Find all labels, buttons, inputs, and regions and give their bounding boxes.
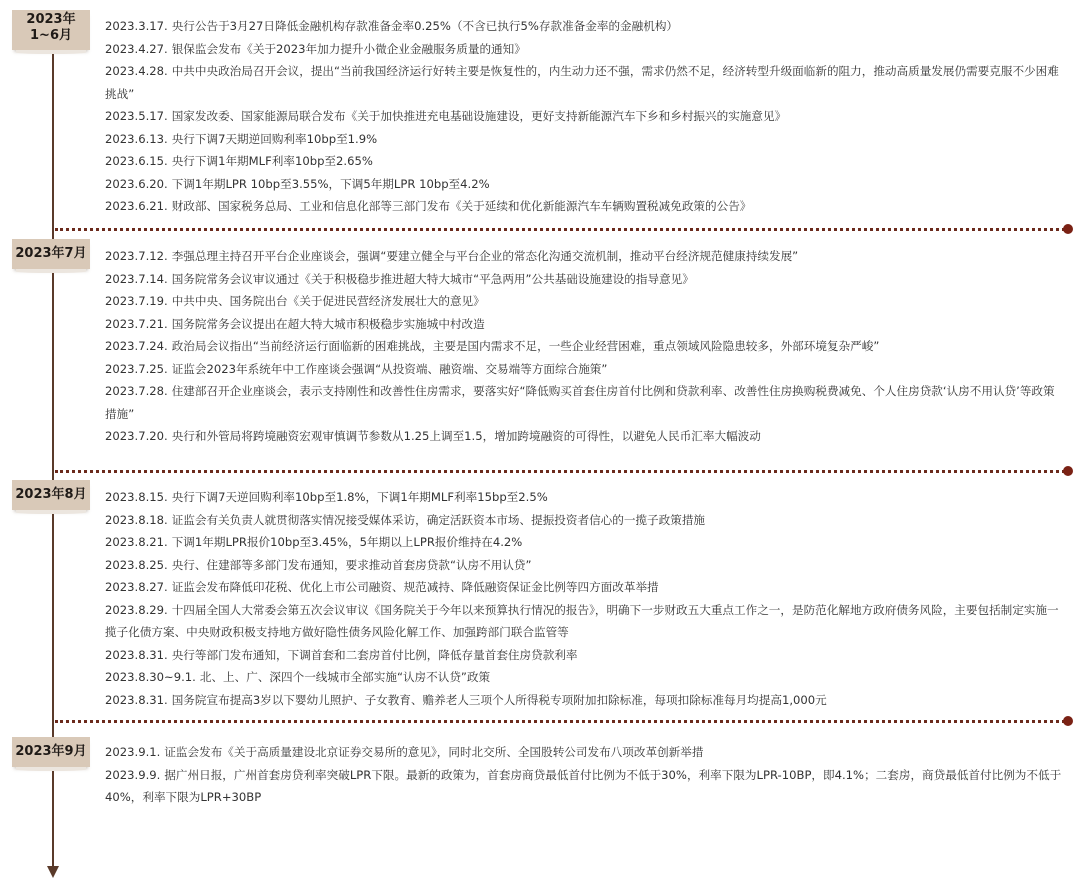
item-date: 2023.7.28. [105, 384, 168, 398]
section-divider [55, 470, 1065, 473]
timeline-item [105, 358, 1065, 381]
timeline-item [105, 150, 1065, 173]
item-date: 2023.8.27. [105, 580, 168, 594]
period-label-august: 2023年8月 [12, 480, 90, 510]
section-july [105, 245, 1065, 448]
section-jan-jun [105, 15, 1065, 218]
item-date: 2023.9.1. [105, 745, 161, 759]
timeline-item [105, 666, 1065, 689]
item-text: 十四届全国人大常委会第五次会议审议《国务院关于今年以来预算执行情况的报告》，明确下一步财政五大重点工作之一，是防范化解地方政府债务风险，主要包括制定实施一揽子化债方案、中央财政积极支持地方做好隐性债务风险化解工作、加强跨部门联合监管等 [105, 602, 1059, 639]
period-label-line: 2023年 [26, 12, 76, 27]
item-text: 国家发改委、国家能源局联合发布《关于加快推进充电基础设施建设，更好支持新能源汽车下乡和乡村振兴的实施意见》 [171, 109, 787, 123]
divider-dot-icon [1063, 466, 1073, 476]
section-august [105, 486, 1065, 711]
item-text: 政治局会议指出“当前经济运行面临新的困难挑战，主要是国内需求不足，一些企业经营困难，重点领域风险隐患较多，外部环境复杂严峻” [171, 339, 880, 353]
timeline-item [105, 290, 1065, 313]
timeline-item [105, 335, 1065, 358]
timeline-item [105, 741, 1065, 764]
item-text: 中共中央、国务院出台《关于促进民营经济发展壮大的意见》 [171, 294, 485, 308]
timeline-item [105, 554, 1065, 577]
timeline-item [105, 128, 1065, 151]
item-date: 2023.9.9. [105, 767, 161, 782]
timeline-item [105, 599, 1065, 644]
item-text: 国务院常务会议审议通过《关于积极稳步推进超大特大城市“平急两用”公共基础设施建设的指导意见》 [171, 271, 694, 286]
item-text: 证监会发布降低印花税、优化上市公司融资、规范减持、降低融资保证金比例等四方面改革举措 [171, 580, 659, 594]
item-text: 央行下调7天逆回购利率10bp至1.8%，下调1年期MLF利率15bp至2.5% [171, 490, 548, 504]
timeline-item [105, 425, 1065, 448]
period-label-line: 1~6月 [30, 28, 72, 43]
item-text: 北、上、广、深四个一线城市全部实施“认房不认贷”政策 [199, 670, 491, 684]
item-text: 央行和外管局将跨境融资宏观审慎调节参数从1.25上调至1.5，增加跨境融资的可得性，以避免人民币汇率大幅波动 [171, 429, 761, 443]
timeline-item [105, 105, 1065, 128]
timeline-item [105, 486, 1065, 509]
timeline-item [105, 195, 1065, 218]
item-date: 2023.7.24. [105, 339, 168, 353]
item-date: 2023.7.19. [105, 294, 168, 308]
divider-dot-icon [1063, 716, 1073, 726]
item-date: 2023.6.13. [105, 131, 168, 146]
item-date: 2023.8.30~9.1. [105, 670, 196, 684]
timeline-item [105, 15, 1065, 38]
item-text: 李强总理主持召开平台企业座谈会，强调“要建立健全与平台企业的常态化沟通交流机制，推动平台经济规范健康持续发展” [171, 249, 799, 263]
timeline-item [105, 644, 1065, 667]
item-date: 2023.5.17. [105, 109, 168, 123]
timeline-item [105, 689, 1065, 712]
timeline-item [105, 576, 1065, 599]
item-text: 住建部召开企业座谈会，表示支持刚性和改善性住房需求，要落实好“降低购买首套住房首付比例和贷款利率、改善性住房换购税费减免、个人住房贷款‘认房不用认贷’等政策措施” [105, 384, 1055, 421]
item-date: 2023.7.12. [105, 249, 168, 263]
item-text: 下调1年期LPR报价10bp至3.45%，5年期以上LPR报价维持在4.2% [171, 535, 523, 549]
section-september [105, 741, 1065, 809]
item-text: 央行、住建部等多部门发布通知，要求推动首套房贷款“认房不用认贷” [171, 557, 532, 572]
item-text: 国务院常务会议提出在超大特大城市积极稳步实施城中村改造 [171, 316, 485, 331]
item-text: 央行等部门发布通知，下调首套和二套房首付比例，降低存量首套住房贷款利率 [171, 647, 578, 662]
item-date: 2023.4.28. [105, 64, 168, 78]
arrow-down-icon [47, 866, 59, 878]
item-date: 2023.8.25. [105, 557, 168, 572]
item-date: 2023.7.21. [105, 316, 168, 331]
item-text: 央行公告于3月27日降低金融机构存款准备金率0.25%（不含已执行5%存款准备金率的金融机构） [171, 19, 679, 33]
period-label-july: 2023年7月 [12, 239, 90, 269]
item-text: 证监会有关负责人就贯彻落实情况接受媒体采访，确定活跃资本市场、提振投资者信心的一揽子政策措施 [171, 512, 706, 527]
item-text: 下调1年期LPR 10bp至3.55%，下调5年期LPR 10bp至4.2% [171, 176, 490, 191]
item-date: 2023.7.14. [105, 271, 168, 286]
item-date: 2023.7.20. [105, 429, 168, 443]
timeline-item [105, 173, 1065, 196]
item-text: 证监会发布《关于高质量建设北京证券交易所的意见》，同时北交所、全国股转公司发布八项改革创新举措 [164, 745, 704, 759]
item-text: 国务院宣布提高3岁以下婴幼儿照护、子女教育、赡养老人三项个人所得税专项附加扣除标准，每项扣除标准每月均提高1,000元 [171, 692, 827, 707]
timeline-item [105, 38, 1065, 61]
item-text: 据广州日报，广州首套房贷利率突破LPR下限。最新的政策为，首套房商贷最低首付比例为不低于30%，利率下限为LPR-10BP，即4.1%；二套房，商贷最低首付比例为不低于40%，利率下限为LPR+30BP [105, 767, 1062, 804]
period-label-jan-jun [12, 10, 90, 50]
item-date: 2023.6.20. [105, 176, 168, 191]
timeline-item [105, 380, 1065, 425]
item-date: 2023.7.25. [105, 361, 168, 376]
item-date: 2023.8.29. [105, 602, 168, 617]
timeline-item [105, 313, 1065, 336]
timeline-item [105, 509, 1065, 532]
item-text: 证监会2023年系统年中工作座谈会强调“从投资端、融资端、交易端等方面综合施策” [171, 361, 608, 376]
item-date: 2023.6.15. [105, 154, 168, 168]
item-date: 2023.8.31. [105, 647, 168, 662]
item-text: 央行下调1年期MLF利率10bp至2.65% [171, 154, 373, 168]
item-date: 2023.8.18. [105, 512, 168, 527]
item-date: 2023.8.21. [105, 535, 168, 549]
section-divider [55, 228, 1065, 231]
item-date: 2023.3.17. [105, 19, 168, 33]
timeline-item [105, 531, 1065, 554]
item-date: 2023.6.21. [105, 199, 168, 213]
timeline-item [105, 60, 1065, 105]
section-divider [55, 720, 1065, 723]
item-date: 2023.4.27. [105, 41, 168, 56]
timeline-item [105, 245, 1065, 268]
item-date: 2023.8.15. [105, 490, 168, 504]
period-label-september: 2023年9月 [12, 737, 90, 767]
timeline-item [105, 268, 1065, 291]
item-text: 央行下调7天期逆回购利率10bp至1.9% [171, 131, 378, 146]
item-text: 财政部、国家税务总局、工业和信息化部等三部门发布《关于延续和优化新能源汽车车辆购置税减免政策的公告》 [171, 199, 752, 213]
divider-dot-icon [1063, 224, 1073, 234]
item-text: 中共中央政治局召开会议，提出“当前我国经济运行好转主要是恢复性的，内生动力还不强，需求仍然不足，经济转型升级面临新的阻力，推动高质量发展仍需要克服不少困难挑战” [105, 64, 1059, 101]
item-date: 2023.8.31. [105, 692, 168, 707]
item-text: 银保监会发布《关于2023年加力提升小微企业金融服务质量的通知》 [171, 41, 526, 56]
timeline-item [105, 764, 1065, 809]
